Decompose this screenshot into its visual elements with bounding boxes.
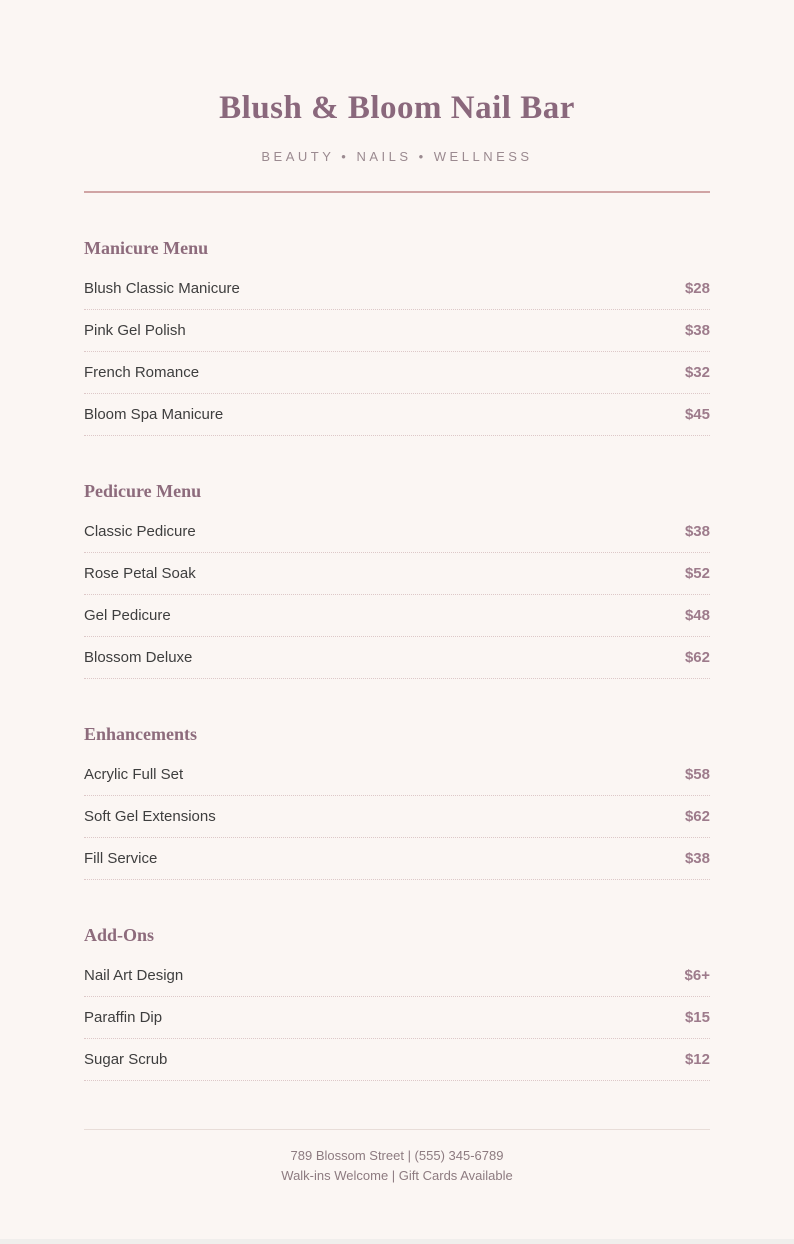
item-name: Nail Art Design xyxy=(84,967,184,984)
menu-item-row xyxy=(84,352,710,394)
section-pedicure-menu xyxy=(84,481,710,679)
menu-item-row xyxy=(84,394,710,436)
item-price: $58 xyxy=(684,766,710,783)
item-price: $32 xyxy=(684,364,710,381)
item-price: $38 xyxy=(684,850,710,867)
item-name: Gel Pedicure xyxy=(84,607,171,624)
menu-item-row xyxy=(84,511,710,553)
section-heading: Add-Ons xyxy=(84,925,155,945)
item-price: $38 xyxy=(684,322,710,339)
item-price: $6+ xyxy=(684,967,710,984)
menu-item-row xyxy=(84,553,710,595)
section-heading: Manicure Menu xyxy=(84,238,209,258)
menu-header xyxy=(84,88,710,193)
section-manicure-menu xyxy=(84,238,710,436)
footer-address-phone: 789 Blossom Street | (555) 345-6789 xyxy=(290,1148,504,1163)
menu-item-row xyxy=(84,310,710,352)
item-name: Fill Service xyxy=(84,850,158,867)
item-price: $12 xyxy=(684,1051,710,1068)
menu-item-row xyxy=(84,595,710,637)
item-name: Blush Classic Manicure xyxy=(84,280,240,297)
section-heading: Enhancements xyxy=(84,724,198,744)
item-name: Bloom Spa Manicure xyxy=(84,406,224,423)
item-price: $48 xyxy=(684,607,710,624)
page-subtitle: BEAUTY • NAILS • WELLNESS xyxy=(261,149,533,164)
footer-info: Walk-ins Welcome | Gift Cards Available xyxy=(281,1168,513,1183)
menu-item-row xyxy=(84,997,710,1039)
item-name: Rose Petal Soak xyxy=(84,565,196,582)
menu-item-row xyxy=(84,637,710,679)
header-divider xyxy=(84,191,710,193)
menu-body xyxy=(84,238,710,1081)
item-name: Pink Gel Polish xyxy=(84,322,186,339)
item-price: $62 xyxy=(684,808,710,825)
menu-item-row xyxy=(84,1039,710,1081)
item-name: Sugar Scrub xyxy=(84,1051,168,1068)
item-price: $62 xyxy=(684,649,710,666)
section-enhancements xyxy=(84,724,710,880)
page-title: Blush & Bloom Nail Bar xyxy=(219,90,575,126)
section-add-ons xyxy=(84,925,710,1081)
menu-item-row xyxy=(84,268,710,310)
menu-item-row xyxy=(84,754,710,796)
menu-item-row xyxy=(84,955,710,997)
menu-item-row xyxy=(84,838,710,880)
section-heading: Pedicure Menu xyxy=(84,481,202,501)
item-name: Classic Pedicure xyxy=(84,523,196,540)
item-name: Blossom Deluxe xyxy=(84,649,193,666)
item-price: $52 xyxy=(684,565,710,582)
item-name: Soft Gel Extensions xyxy=(84,808,216,825)
item-price: $28 xyxy=(684,280,710,297)
item-price: $45 xyxy=(684,406,710,423)
item-price: $15 xyxy=(684,1009,710,1026)
item-price: $38 xyxy=(684,523,710,540)
item-name: French Romance xyxy=(84,364,200,381)
item-name: Paraffin Dip xyxy=(84,1009,163,1026)
menu-item-row xyxy=(84,796,710,838)
menu-footer xyxy=(84,1129,710,1186)
item-name: Acrylic Full Set xyxy=(84,766,184,783)
